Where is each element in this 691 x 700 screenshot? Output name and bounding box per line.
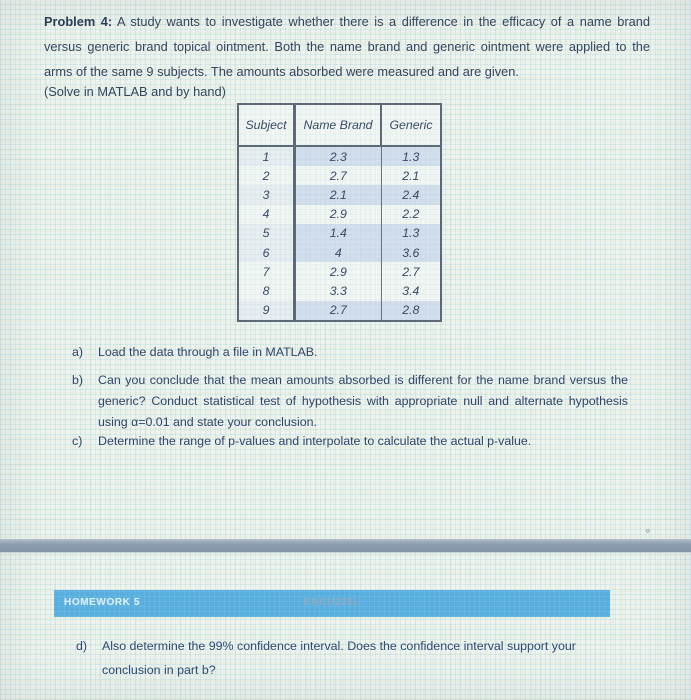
question-a [72, 342, 628, 363]
homework-title: HOMEWORK 5 [64, 597, 140, 608]
question-d-label: d) [76, 639, 88, 653]
cell-subject: 6 [238, 243, 295, 262]
table-row [238, 205, 441, 224]
question-b-label: b) [72, 373, 84, 387]
table-row [238, 243, 441, 262]
cell-name-brand: 2.3 [295, 146, 382, 166]
table-header [238, 104, 441, 146]
column-header-name-brand: Name Brand [295, 104, 382, 146]
table-row [238, 166, 441, 185]
cell-subject: 3 [238, 185, 295, 204]
cell-generic: 3.6 [381, 243, 441, 262]
cell-subject: 9 [238, 301, 295, 321]
cell-subject: 5 [238, 224, 295, 243]
cell-subject: 4 [238, 205, 295, 224]
cell-generic: 1.3 [381, 146, 441, 166]
course-code: ENCH225L [304, 597, 360, 608]
table-body [238, 146, 441, 321]
cell-name-brand: 2.9 [295, 262, 382, 281]
question-b [72, 370, 628, 433]
cell-name-brand: 2.1 [295, 185, 382, 204]
table-row [238, 146, 441, 166]
question-c-label: c) [72, 434, 83, 448]
section-divider-bar [0, 539, 691, 553]
problem-statement [44, 9, 650, 84]
column-header-generic: Generic [381, 104, 441, 146]
cell-subject: 2 [238, 166, 295, 185]
question-d [76, 634, 632, 682]
problem-label: Problem 4: [44, 14, 113, 29]
table-header-row [238, 104, 441, 146]
cursor-speck-mark: ⋄ [644, 525, 652, 537]
cell-name-brand: 2.7 [295, 301, 382, 321]
cell-name-brand: 2.9 [295, 205, 382, 224]
table-row [238, 262, 441, 281]
cell-generic: 2.7 [402, 264, 420, 279]
table-row [238, 281, 441, 300]
question-c-text: Determine the range of p-values and interpolate to calculate the actual p-value. [98, 434, 532, 448]
cell-subject: 1 [238, 146, 295, 166]
question-a-label: a) [72, 345, 84, 359]
problem-text: A study wants to investigate whether there is a difference in the efficacy of a name brand versus generic brand topical ointment. Both the name brand and generic ointment were applied to the arms of the same 9 subjects. The amounts absorbed were measured and are given. [44, 14, 650, 79]
table-row [238, 185, 441, 204]
cell-generic: 2.8 [381, 301, 441, 321]
homework-header-bar [54, 590, 610, 617]
column-header-subject: Subject [238, 104, 295, 146]
problem-note: (Solve in MATLAB and by hand) [44, 84, 226, 99]
cell-subject: 7 [238, 262, 295, 281]
cell-generic: 1.3 [381, 224, 441, 243]
table-row [238, 224, 441, 243]
cell-name-brand: 4 [295, 243, 382, 262]
cell-generic: 2.2 [402, 207, 420, 222]
question-d-text: Also determine the 99% confidence interval. Does the confidence interval support your conclusion in part b? [102, 639, 576, 677]
cell-subject: 8 [238, 281, 295, 300]
cell-generic: 2.1 [402, 168, 420, 183]
data-table [237, 103, 442, 322]
cell-generic: 2.4 [381, 185, 441, 204]
table-row [238, 301, 441, 321]
question-b-text: Can you conclude that the mean amounts absorbed is different for the name brand versus the generic? Conduct statistical test of hypothesis with appropriate null and alternate hypothesis using α=0.01 and state your conclusion. [98, 373, 628, 429]
cell-generic: 3.4 [402, 283, 420, 298]
question-c [72, 431, 642, 452]
cell-name-brand: 2.7 [295, 166, 382, 185]
cell-name-brand: 3.3 [295, 281, 382, 300]
question-a-text: Load the data through a file in MATLAB. [98, 345, 318, 359]
cell-name-brand: 1.4 [295, 224, 382, 243]
